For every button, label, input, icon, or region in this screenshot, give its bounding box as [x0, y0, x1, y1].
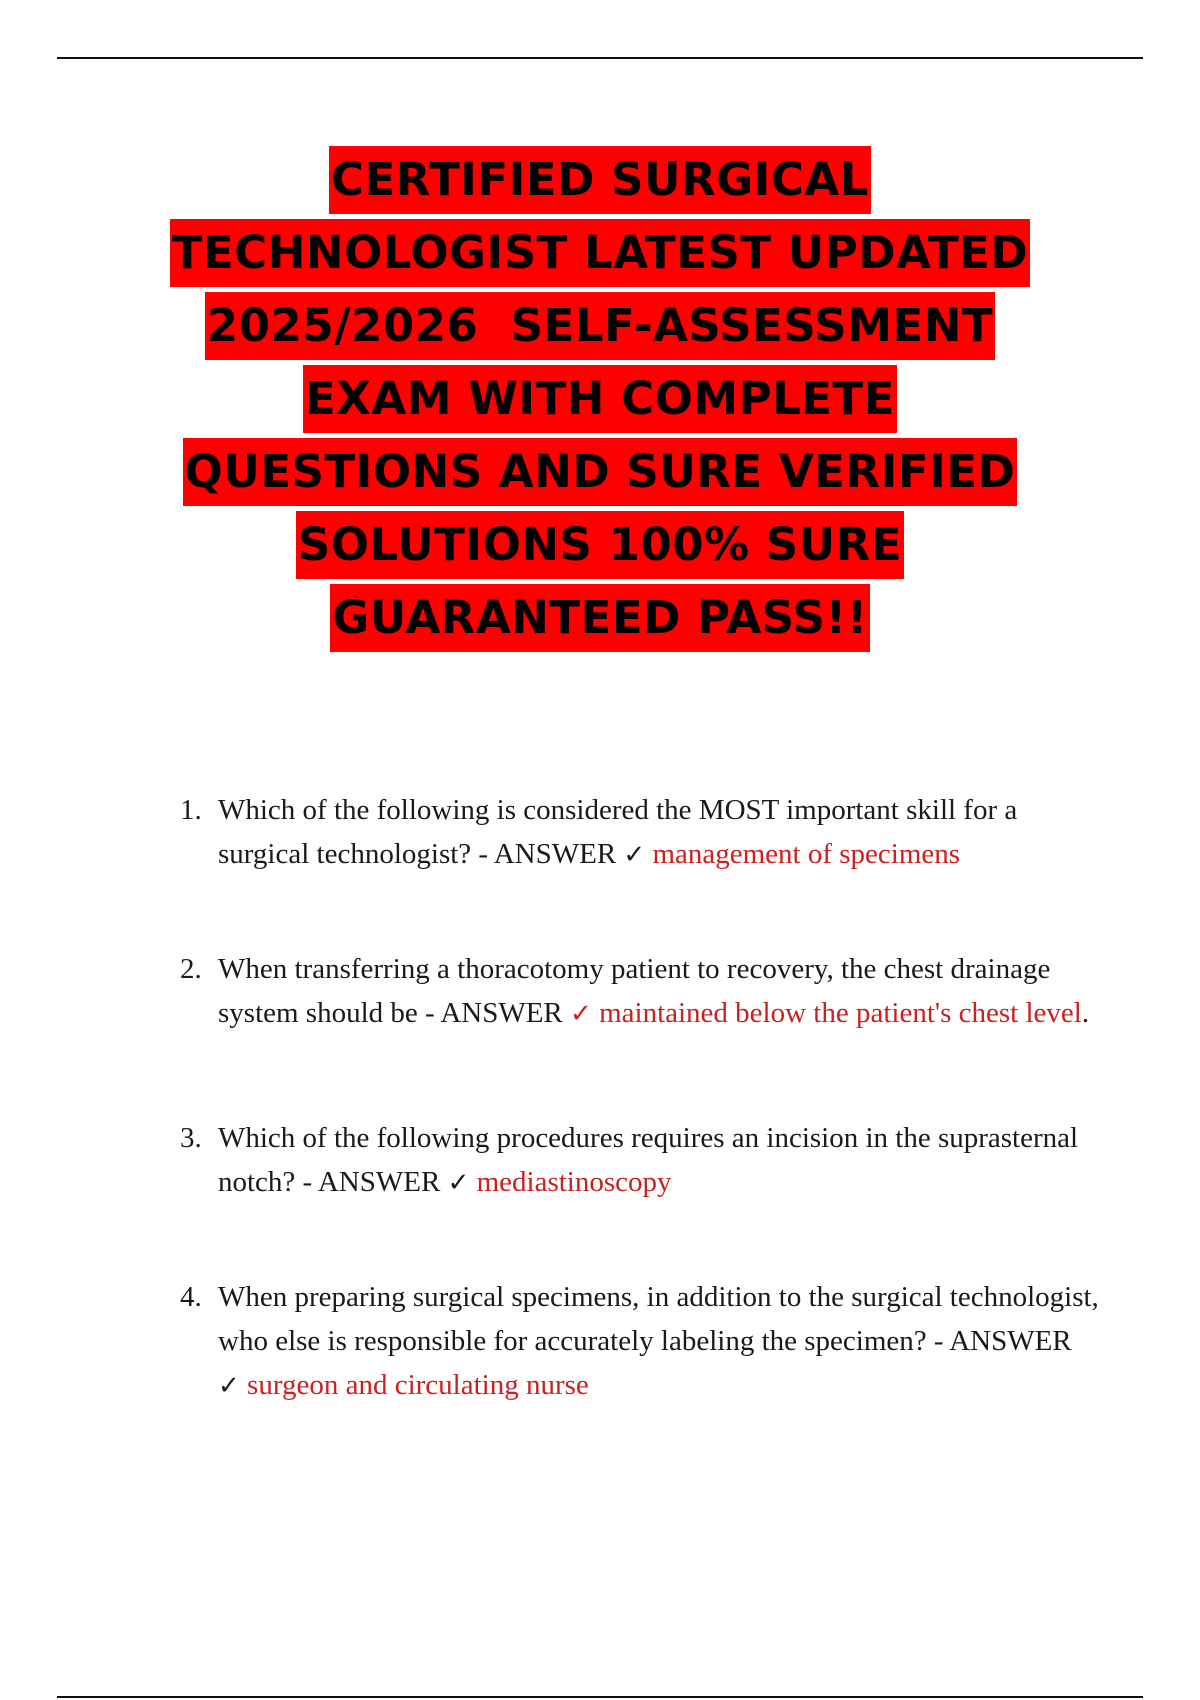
title-line-2: TECHNOLOGIST LATEST UPDATED	[170, 219, 1031, 287]
question-list	[180, 788, 1100, 1408]
question-number: 2.	[180, 953, 202, 985]
question-text: When transferring a thoracotomy patient to recovery, the chest drainage system should be - ANSWER	[218, 953, 1051, 1029]
checkmark-icon: ✓	[570, 999, 592, 1029]
question-text: Which of the following is considered the MOST important skill for a surgical technologist? - ANSWER	[218, 794, 1018, 870]
question-number: 3.	[180, 1122, 202, 1154]
document-title	[0, 146, 1200, 657]
question-text: When preparing surgical specimens, in addition to the surgical technologist, who else is responsible for accurately labeling the specimen? - ANSWER	[218, 1281, 1099, 1357]
question-item	[180, 1275, 1100, 1408]
answer-text: management of specimens	[652, 838, 961, 870]
answer-text: maintained below the patient's chest level	[599, 997, 1082, 1029]
bottom-divider	[57, 1696, 1143, 1698]
top-divider	[57, 57, 1143, 59]
question-number: 4.	[180, 1281, 202, 1313]
question-item	[180, 788, 1100, 877]
question-item	[180, 947, 1100, 1036]
answer-text: mediastinoscopy	[476, 1166, 672, 1198]
title-line-1: CERTIFIED SURGICAL	[329, 146, 871, 214]
title-line-5: QUESTIONS AND SURE VERIFIED	[183, 438, 1018, 506]
checkmark-icon: ✓	[623, 840, 646, 870]
title-line-6: SOLUTIONS 100% SURE	[296, 511, 904, 579]
title-line-7: GUARANTEED PASS!!	[330, 584, 869, 652]
answer-suffix: .	[1081, 997, 1090, 1029]
checkmark-icon: ✓	[218, 1371, 240, 1401]
question-text: Which of the following procedures requires an incision in the suprasternal notch? - ANSWER	[218, 1122, 1079, 1198]
question-number: 1.	[180, 794, 202, 826]
title-line-3: 2025/2026 SELF-ASSESSMENT	[205, 292, 995, 360]
question-item	[180, 1116, 1100, 1205]
title-line-4: EXAM WITH COMPLETE	[303, 365, 897, 433]
checkmark-icon: ✓	[447, 1168, 470, 1198]
answer-text: surgeon and circulating nurse	[247, 1369, 589, 1401]
